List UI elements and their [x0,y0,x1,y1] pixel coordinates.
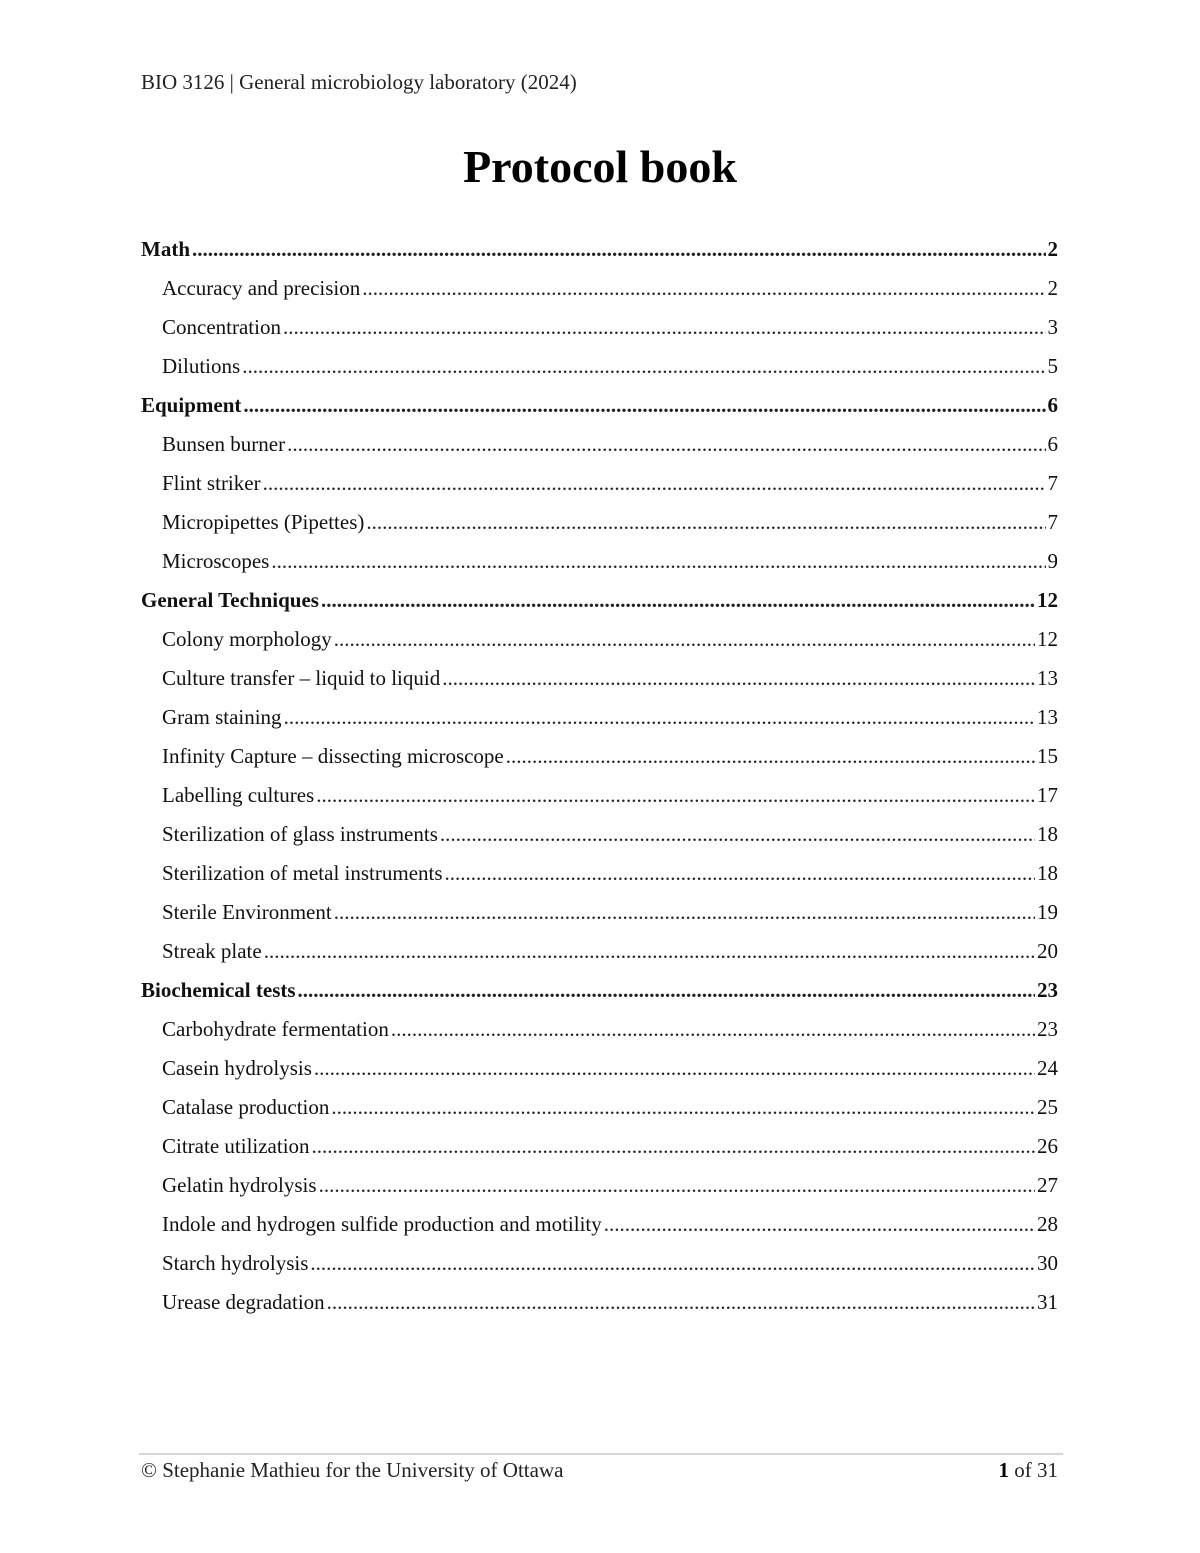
toc-entry-label: Labelling cultures [162,783,315,807]
toc-entry-page-number: 23 [1037,1017,1058,1041]
toc-section-entry[interactable] [141,386,1058,425]
toc-dot-leader [287,425,1045,464]
toc-subsection-entry[interactable] [141,1244,1058,1283]
toc-subsection-entry[interactable] [141,1205,1058,1244]
toc-entry-label: Microscopes [162,549,270,573]
toc-entry-page-number: 9 [1047,549,1058,573]
toc-dot-leader [321,581,1035,620]
toc-entry-label: Starch hydrolysis [162,1251,309,1275]
toc-entry-label: Sterilization of glass instruments [162,822,438,846]
toc-entry-label: Streak plate [162,939,262,963]
toc-subsection-entry[interactable] [141,1166,1058,1205]
toc-entry-label: Gram staining [162,705,282,729]
toc-subsection-entry[interactable] [141,620,1058,659]
toc-entry-page-number: 12 [1037,627,1058,651]
toc-subsection-entry[interactable] [141,425,1058,464]
toc-entry-page-number: 26 [1037,1134,1058,1158]
toc-entry-page-number: 6 [1047,432,1058,456]
toc-entry-page-number: 13 [1037,705,1058,729]
toc-dot-leader [327,1283,1035,1322]
toc-dot-leader [445,854,1035,893]
toc-subsection-entry[interactable] [141,464,1058,503]
toc-dot-leader [243,386,1045,425]
toc-dot-leader [442,659,1035,698]
toc-section-entry[interactable] [141,971,1058,1010]
toc-entry-page-number: 13 [1037,666,1058,690]
toc-entry-label: Concentration [162,315,281,339]
table-of-contents [141,230,1058,1322]
document-title: Protocol book [463,141,737,192]
toc-dot-leader [334,893,1035,932]
toc-entry-label: Equipment [141,393,242,417]
toc-subsection-entry[interactable] [141,893,1058,932]
toc-dot-leader [331,1088,1035,1127]
toc-entry-page-number: 6 [1047,393,1058,417]
toc-entry-page-number: 24 [1037,1056,1058,1080]
toc-subsection-entry[interactable] [141,815,1058,854]
toc-dot-leader [271,542,1045,581]
toc-entry-page-number: 25 [1037,1095,1058,1119]
toc-entry-label: General Techniques [141,588,319,612]
total-pages: of 31 [1014,1458,1058,1482]
toc-entry-page-number: 3 [1047,315,1058,339]
toc-subsection-entry[interactable] [141,542,1058,581]
toc-entry-label: Indole and hydrogen sulfide production and motility [162,1212,602,1236]
toc-entry-label: Culture transfer – liquid to liquid [162,666,441,690]
toc-entry-page-number: 19 [1037,900,1058,924]
toc-entry-page-number: 27 [1037,1173,1058,1197]
footer-divider [139,1453,1063,1455]
toc-entry-page-number: 7 [1047,510,1058,534]
toc-entry-label: Biochemical tests [141,978,296,1002]
toc-dot-leader [316,776,1035,815]
toc-entry-page-number: 28 [1037,1212,1058,1236]
toc-dot-leader [314,1049,1035,1088]
toc-subsection-entry[interactable] [141,1010,1058,1049]
toc-entry-label: Bunsen burner [162,432,286,456]
toc-entry-label: Urease degradation [162,1290,325,1314]
toc-dot-leader [298,971,1035,1010]
toc-entry-page-number: 23 [1037,978,1058,1002]
toc-subsection-entry[interactable] [141,659,1058,698]
toc-subsection-entry[interactable] [141,1127,1058,1166]
toc-dot-leader [440,815,1035,854]
toc-dot-leader [264,932,1035,971]
toc-subsection-entry[interactable] [141,737,1058,776]
toc-section-entry[interactable] [141,230,1058,269]
toc-entry-label: Infinity Capture – dissecting microscope [162,744,504,768]
toc-entry-label: Catalase production [162,1095,330,1119]
footer-copyright: © Stephanie Mathieu for the University of Ottawa [141,1458,564,1482]
toc-entry-page-number: 2 [1047,276,1058,300]
toc-subsection-entry[interactable] [141,503,1058,542]
toc-section-entry[interactable] [141,581,1058,620]
toc-entry-label: Gelatin hydrolysis [162,1173,317,1197]
toc-entry-label: Carbohydrate fermentation [162,1017,389,1041]
toc-dot-leader [242,347,1045,386]
toc-dot-leader [319,1166,1035,1205]
toc-dot-leader [506,737,1035,776]
toc-entry-label: Math [141,237,190,261]
toc-subsection-entry[interactable] [141,308,1058,347]
toc-subsection-entry[interactable] [141,776,1058,815]
footer-page-number [999,1458,1059,1483]
toc-subsection-entry[interactable] [141,1283,1058,1322]
toc-entry-page-number: 15 [1037,744,1058,768]
toc-entry-page-number: 2 [1047,237,1058,261]
toc-entry-label: Micropipettes (Pipettes) [162,510,365,534]
toc-entry-page-number: 31 [1037,1290,1058,1314]
toc-entry-label: Casein hydrolysis [162,1056,312,1080]
running-header: BIO 3126 | General microbiology laboratory (2024) [141,70,577,94]
toc-subsection-entry[interactable] [141,269,1058,308]
toc-dot-leader [604,1205,1035,1244]
toc-entry-label: Flint striker [162,471,261,495]
toc-entry-page-number: 20 [1037,939,1058,963]
toc-dot-leader [362,269,1045,308]
toc-subsection-entry[interactable] [141,347,1058,386]
toc-entry-page-number: 30 [1037,1251,1058,1275]
toc-subsection-entry[interactable] [141,932,1058,971]
toc-dot-leader [391,1010,1035,1049]
toc-dot-leader [312,1127,1035,1166]
toc-dot-leader [192,230,1046,269]
toc-entry-page-number: 17 [1037,783,1058,807]
toc-entry-page-number: 5 [1047,354,1058,378]
toc-dot-leader [334,620,1035,659]
toc-entry-label: Sterile Environment [162,900,332,924]
toc-subsection-entry[interactable] [141,1088,1058,1127]
toc-entry-label: Citrate utilization [162,1134,310,1158]
toc-entry-page-number: 12 [1037,588,1058,612]
toc-entry-label: Dilutions [162,354,241,378]
toc-subsection-entry[interactable] [141,698,1058,737]
toc-entry-label: Colony morphology [162,627,332,651]
toc-dot-leader [310,1244,1035,1283]
toc-entry-label: Accuracy and precision [162,276,361,300]
toc-dot-leader [283,308,1046,347]
toc-subsection-entry[interactable] [141,854,1058,893]
toc-entry-page-number: 7 [1047,471,1058,495]
toc-dot-leader [366,503,1045,542]
toc-dot-leader [284,698,1035,737]
toc-entry-page-number: 18 [1037,861,1058,885]
toc-dot-leader [263,464,1046,503]
current-page-number: 1 [998,1458,1009,1482]
toc-entry-page-number: 18 [1037,822,1058,846]
toc-subsection-entry[interactable] [141,1049,1058,1088]
toc-entry-label: Sterilization of metal instruments [162,861,443,885]
